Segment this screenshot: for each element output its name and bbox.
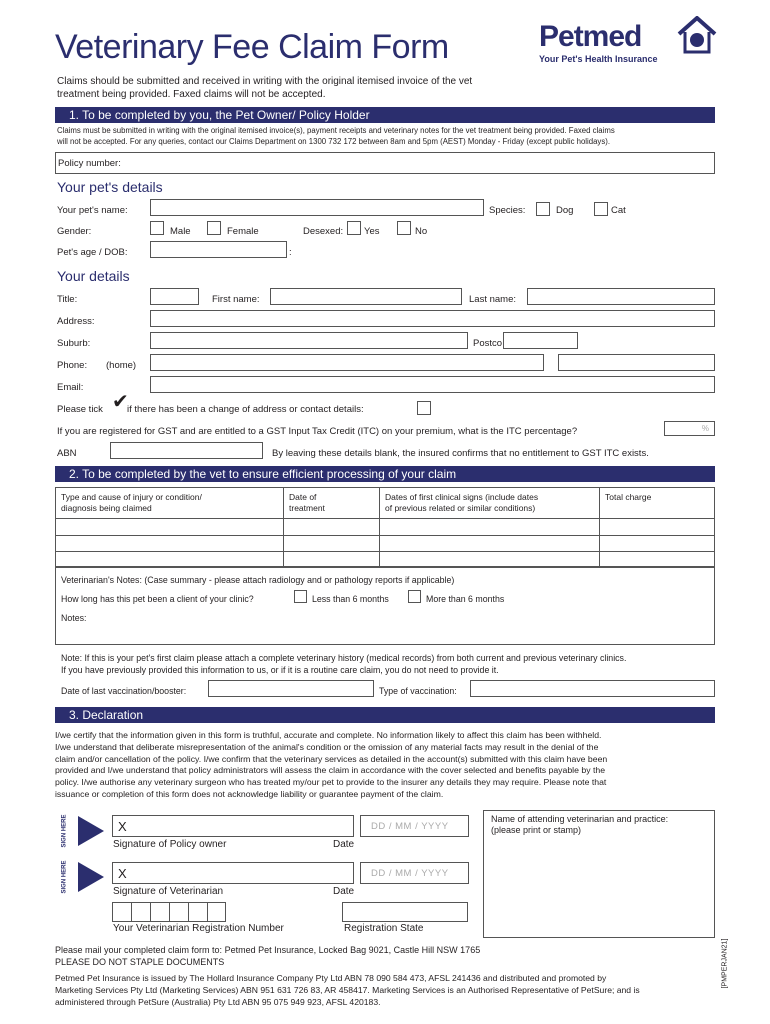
email-label: Email: bbox=[57, 382, 84, 393]
gender-male-label: Male bbox=[170, 226, 191, 237]
title-label: Title: bbox=[57, 294, 78, 305]
species-dog-checkbox[interactable] bbox=[536, 202, 550, 216]
less-6-months-checkbox[interactable] bbox=[294, 590, 307, 603]
vet-date-label: Date bbox=[333, 886, 355, 897]
phone-label: Phone: bbox=[57, 360, 88, 371]
phone-home-label: (home) bbox=[106, 360, 137, 371]
intro-line2: treatment being provided. Faxed claims will not be accepted. bbox=[57, 89, 326, 100]
gender-female-checkbox[interactable] bbox=[207, 221, 221, 235]
vaccination-date-field[interactable] bbox=[208, 680, 374, 697]
policy-number-box[interactable] bbox=[55, 152, 715, 174]
gst-question: If you are registered for GST and are entitled to a GST Input Tax Credit (ITC) on your premium, what is the ITC percentage? bbox=[57, 426, 578, 437]
sign-here-owner: SIGN HERE bbox=[58, 812, 108, 852]
gender-label: Gender: bbox=[57, 226, 92, 237]
section2-bar: 2. To be completed by the vet to ensure efficient processing of your claim bbox=[55, 466, 715, 482]
last-name-label: Last name: bbox=[469, 294, 516, 305]
vet-notes-heading: Veterinarian's Notes: (Case summary - please attach radiology and or pathology reports if applicable) bbox=[61, 575, 455, 585]
address-field[interactable] bbox=[150, 310, 715, 327]
pet-age-field[interactable] bbox=[150, 241, 287, 258]
abn-note: By leaving these details blank, the insured confirms that no entitlement to GST ITC exists. bbox=[272, 448, 649, 459]
postcode-label: Postco bbox=[473, 338, 503, 349]
your-details-heading: Your details bbox=[57, 268, 130, 284]
first-name-field[interactable] bbox=[270, 288, 462, 305]
registration-state-field[interactable] bbox=[342, 902, 468, 922]
change-address-checkbox[interactable] bbox=[417, 401, 431, 415]
abn-label: ABN bbox=[57, 448, 77, 459]
pet-age-label: Pet's age / DOB: bbox=[57, 247, 128, 258]
practice-label2: (please print or stamp) bbox=[491, 825, 582, 835]
tick-icon: ✔ bbox=[112, 391, 129, 413]
registration-state-label: Registration State bbox=[344, 923, 424, 934]
intro-line1: Claims should be submitted and received in writing with the original itemised invoice of the vet bbox=[57, 76, 473, 87]
col-header-condition: Type and cause of injury or condition/ diagnosis being claimed bbox=[61, 492, 202, 513]
vet-signature-label: Signature of Veterinarian bbox=[113, 886, 224, 897]
vet-date-placeholder: DD / MM / YYYY bbox=[371, 868, 449, 879]
owner-x-mark: X bbox=[118, 819, 127, 834]
col-header-date: Date of treatment bbox=[289, 492, 325, 513]
less-6-months-label: Less than 6 months bbox=[312, 594, 389, 604]
mail-instructions: Please mail your completed claim form to: Petmed Pet Insurance, Locked Bag 9021, Castle Hill NSW 1765 bbox=[55, 945, 481, 955]
vet-date-field[interactable] bbox=[360, 862, 469, 884]
practice-stamp-box[interactable] bbox=[483, 810, 715, 938]
postcode-field[interactable] bbox=[503, 332, 578, 349]
issuer-text: Petmed Pet Insurance is issued by The Hollard Insurance Company Pty Ltd ABN 78 090 584 473, AFSL 241436 and distributed and promoted by Marketing Services Pty Ltd (Marketing Services) ABN 951 631 726 83, AR 458417. Marketing Services is an Authorised Representative of PetSure; and is administered through PetSure (Australia) Pty Ltd ABN 95 075 949 923, AFSL 420183. bbox=[55, 973, 640, 1007]
owner-signature-label: Signature of Policy owner bbox=[113, 839, 227, 850]
first-name-label: First name: bbox=[212, 294, 260, 305]
gender-male-checkbox[interactable] bbox=[150, 221, 164, 235]
practice-label1: Name of attending veterinarian and practice: bbox=[491, 814, 669, 824]
house-pet-icon bbox=[677, 16, 717, 54]
page-title: Veterinary Fee Claim Form bbox=[55, 28, 449, 66]
pet-name-label: Your pet's name: bbox=[57, 205, 128, 216]
client-duration-question: How long has this pet been a client of your clinic? bbox=[61, 594, 254, 604]
address-label: Address: bbox=[57, 316, 95, 327]
more-6-months-label: More than 6 months bbox=[426, 594, 505, 604]
species-cat-checkbox[interactable] bbox=[594, 202, 608, 216]
logo bbox=[537, 16, 717, 66]
change-address-label: if there has been a change of address or contact details: bbox=[127, 404, 364, 415]
desexed-label: Desexed: bbox=[303, 226, 344, 237]
logo-name: Petmed bbox=[539, 20, 642, 53]
section1-note1: Claims must be submitted in writing with the original itemised invoice(s), payment receipts and veterinary notes for the vet treatment being provided. Faxed claims bbox=[57, 126, 615, 135]
first-claim-note1: Note: If this is your pet's first claim please attach a complete veterinary history (medical records) from both current and previous veterinary clinics. bbox=[61, 653, 627, 663]
pet-name-field[interactable] bbox=[150, 199, 484, 216]
desexed-yes-label: Yes bbox=[364, 226, 380, 237]
percent-sign: % bbox=[701, 424, 709, 433]
vet-registration-number-label: Your Veterinarian Registration Number bbox=[113, 923, 284, 934]
section1-note2: will not be accepted. For any queries, contact our Claims Department on 1300 732 172 between 8am and 5pm (AEST) Monday - Friday (except public holidays). bbox=[57, 137, 610, 146]
notes-label: Notes: bbox=[61, 613, 87, 623]
sign-here-arrow-icon bbox=[78, 816, 104, 846]
first-claim-note2: If you have previously provided this information to us, or if it is a routine care claim, you do not need to provide it. bbox=[61, 665, 499, 675]
phone-mobile-field[interactable] bbox=[558, 354, 715, 371]
gender-female-label: Female bbox=[227, 226, 259, 237]
pet-age-colon: : bbox=[289, 247, 292, 258]
species-dog-label: Dog bbox=[556, 205, 574, 216]
email-field[interactable] bbox=[150, 376, 715, 393]
last-name-field[interactable] bbox=[527, 288, 715, 305]
sign-here-vet: SIGN HERE bbox=[58, 858, 108, 898]
owner-date-label: Date bbox=[333, 839, 355, 850]
policy-number-label: Policy number: bbox=[58, 158, 121, 169]
declaration-text: I/we certify that the information given in this form is truthful, accurate and complete. No information likely to affect this claim has been withheld. I/we understand that deliberate misrepresentation of the animal's condition or the omission of any material facts may result in the denial of the claim and/or cancellation of the policy. I/we confirm that the veterinary services as detailed in the account(s) submitted with this claim have been provided and I/we understand that policy administrators will assess the claim in accordance with the cover selected and benefits payable by the policy. I/we authorise any veterinary surgeon who has treated my/our pet to provide to the insurer any details they may require. Please note that issuance or completion of this form does not acknowledge liability or guarantee payment of the claim. bbox=[55, 730, 608, 799]
vaccination-type-label: Type of vaccination: bbox=[379, 686, 457, 696]
itc-percent-field[interactable] bbox=[664, 421, 715, 436]
owner-signature-field[interactable] bbox=[112, 815, 354, 837]
sign-here-arrow-icon bbox=[78, 862, 104, 892]
col-header-total: Total charge bbox=[605, 492, 652, 502]
suburb-label: Suburb: bbox=[57, 338, 91, 349]
abn-field[interactable] bbox=[110, 442, 263, 459]
title-field[interactable] bbox=[150, 288, 199, 305]
desexed-no-label: No bbox=[415, 226, 428, 237]
please-tick-label: Please tick bbox=[57, 404, 103, 415]
col-header-clinical-signs: Dates of first clinical signs (include dates of previous related or similar conditions) bbox=[385, 492, 539, 513]
more-6-months-checkbox[interactable] bbox=[408, 590, 421, 603]
species-cat-label: Cat bbox=[611, 205, 626, 216]
logo-tagline: Your Pet's Health Insurance bbox=[539, 54, 658, 64]
pet-details-heading: Your pet's details bbox=[57, 179, 163, 195]
owner-date-field[interactable] bbox=[360, 815, 469, 837]
desexed-yes-checkbox[interactable] bbox=[347, 221, 361, 235]
section1-bar: 1. To be completed by you, the Pet Owner/ Policy Holder bbox=[55, 107, 715, 123]
section3-bar: 3. Declaration bbox=[55, 707, 715, 723]
vaccination-type-field[interactable] bbox=[470, 680, 715, 697]
vaccination-date-label: Date of last vaccination/booster: bbox=[61, 686, 187, 696]
vet-x-mark: X bbox=[118, 866, 127, 881]
desexed-no-checkbox[interactable] bbox=[397, 221, 411, 235]
vet-signature-field[interactable] bbox=[112, 862, 354, 884]
suburb-field[interactable] bbox=[150, 332, 468, 349]
species-label: Species: bbox=[489, 205, 526, 216]
owner-date-placeholder: DD / MM / YYYY bbox=[371, 821, 449, 832]
form-code: [PMPERJAN21] bbox=[721, 938, 729, 989]
phone-home-field[interactable] bbox=[150, 354, 544, 371]
no-staple-note: PLEASE DO NOT STAPLE DOCUMENTS bbox=[55, 957, 225, 967]
